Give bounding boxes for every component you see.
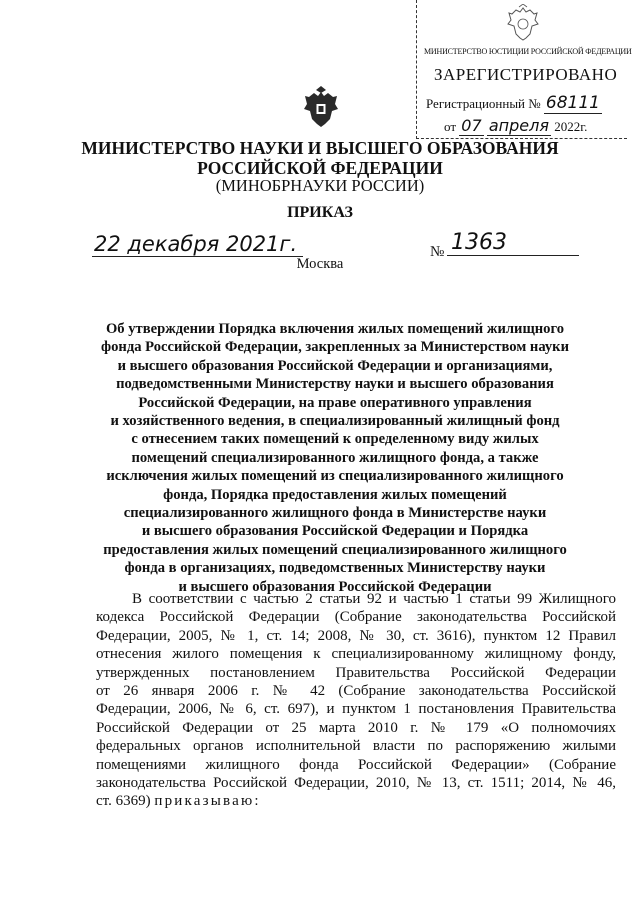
ministry-name-line1: МИНИСТЕРСТВО НАУКИ И ВЫСШЕГО ОБРАЗОВАНИЯ [81,138,559,158]
order-date: 22 декабря 2021г. [92,232,303,257]
body-line: помещениями жилищного фонда Российской Федерации» (Собрание [96,756,616,773]
stamp-reg-number: 68111 [545,93,601,113]
registration-stamp [416,0,632,138]
ministry-short-name: (МИНОБРНАУКИ РОССИИ) [215,176,425,195]
body-line: Российской Федерации от 25 марта 2010 г. № 179 «О полномочиях [96,719,616,736]
body-paragraph [96,590,616,811]
title-line: фонда Российской Федерации, закрепленных за Министерством науки [101,339,569,356]
body-line: отнесения жилого помещения к специализированному жилищному фонду, [96,646,616,663]
title-line: фонда, Порядка предоставления жилых помещений [163,486,507,503]
stamp-eagle-emblem-icon [506,4,540,42]
stamp-date-prefix: от [444,119,457,134]
title-line: и высшего образования Российской Федерации и Порядка [141,523,529,540]
stamp-date-day: 07 [461,116,482,135]
title-line: с отнесением таких помещений к определенному виду жилых [131,431,539,448]
body-line: Федерации, 2006, № 6, ст. 697), и пунктом 1 постановления Правительства [96,701,616,718]
order-verb: приказываю: [154,793,261,810]
stamp-reg-label: Регистрационный № [426,96,541,111]
body-line: утвержденных постановлением Правительства Российской Федерации [96,664,616,681]
body-line: Федерации, 2005, № 1, ст. 14; 2008, № 30, ст. 3616), пунктом 12 Правил [96,627,616,644]
body-line: законодательства Российской Федерации, 2010, № 13, ст. 1511; 2014, № 46, [96,774,616,791]
order-number: 1363 [447,230,579,256]
body-line: кодекса Российской Федерации (Собрание законодательства Российской [96,609,616,626]
body-line-last [96,792,616,810]
stamp-regnum-row [426,93,602,113]
body-line: В соответствии с частью 2 статьи 92 и частью 1 статьи 99 Жилищного [132,591,616,607]
title-line: фонда в организациях, подведомственных Министерству науки [124,560,546,577]
title-line: предоставления жилых помещений специализированного жилищного [103,541,567,558]
coat-of-arms-icon [303,86,339,130]
stamp-date-month: апреля [488,116,549,135]
title-line: подведомственными Министерству науки и высшего образования [116,376,554,393]
ministry-name-line2: РОССИЙСКОЙ ФЕДЕРАЦИИ [197,158,443,178]
document-title [70,320,600,596]
stamp-date-year: 2022г. [554,119,588,134]
title-line: Об утверждении Порядка включения жилых помещений жилищного [105,321,565,337]
body-last-prefix: ст. 6369) [96,793,151,810]
body-line: от 26 января 2006 г. № 42 (Собрание законодательства Российской [96,682,616,699]
title-line: специализированного жилищного фонда в Министерстве науки [123,505,547,522]
title-line: помещений специализированного жилищного фонда, а также [131,449,539,466]
title-line: и высшего образования Российской Федерации [178,578,492,595]
stamp-date-row [444,116,587,135]
city: Москва [296,256,344,272]
body-line: федеральных органов исполнительной власти по распоряжению жилыми [96,738,616,755]
order-number-label: № [430,244,445,260]
title-line: и высшего образования Российской Федерации и организациями, [117,357,553,374]
stamp-ministry: МИНИСТЕРСТВО ЮСТИЦИИ РОССИЙСКОЙ ФЕДЕРАЦИИ [424,47,632,56]
title-line: Российской Федерации, на праве оперативного управления [138,394,532,411]
stamp-registered: ЗАРЕГИСТРИРОВАНО [434,65,618,84]
title-line: и хозяйственного ведения, в специализированный жилищный фонд [110,413,560,430]
document-type: ПРИКАЗ [287,204,353,221]
title-line: исключения жилых помещений из специализированного жилищного [106,468,564,485]
